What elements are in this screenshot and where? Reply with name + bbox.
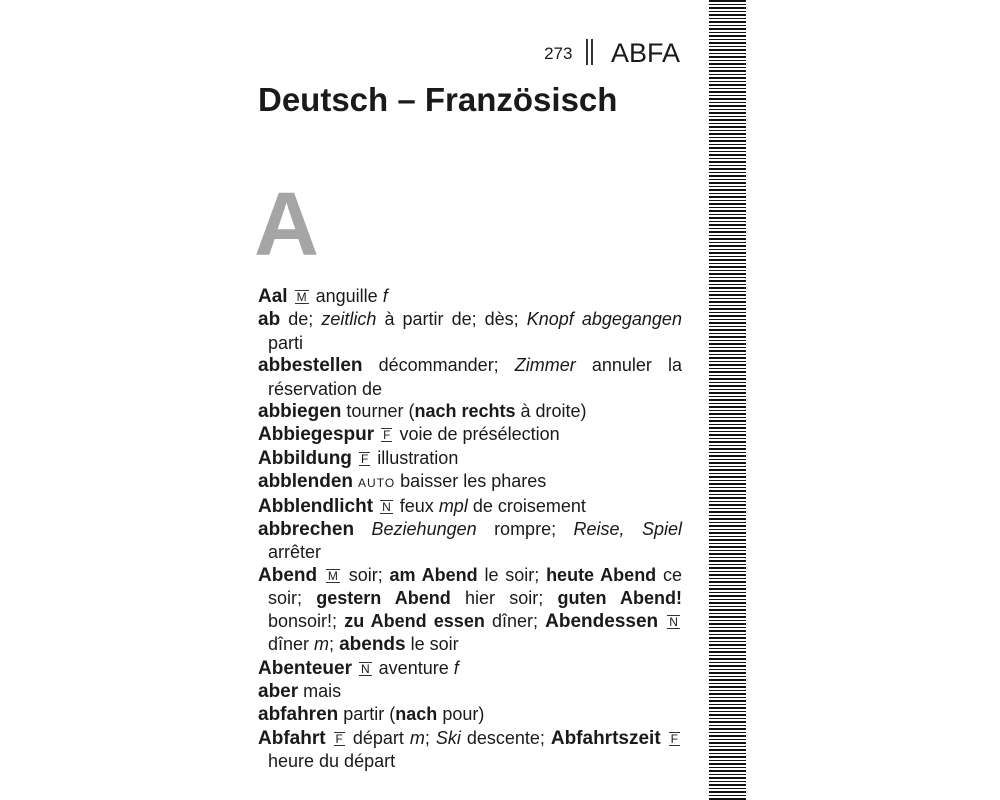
translation: bonsoir!; bbox=[268, 610, 338, 631]
dictionary-entry bbox=[258, 423, 682, 446]
gender-tag: N bbox=[360, 661, 370, 676]
context-note: Zimmer bbox=[514, 355, 576, 376]
guide-word: ABFA bbox=[610, 38, 680, 68]
dictionary-entry bbox=[258, 727, 682, 773]
dictionary-entry bbox=[258, 564, 682, 657]
headword: Abend bbox=[258, 564, 318, 586]
headword: abbestellen bbox=[258, 355, 363, 377]
dictionary-entry bbox=[258, 308, 682, 354]
phrase: guten Abend! bbox=[557, 588, 682, 609]
context-note: Ski bbox=[435, 727, 461, 748]
grammar-note: f bbox=[453, 657, 459, 678]
translation: décommander; bbox=[378, 355, 499, 376]
translation: arrêter bbox=[268, 542, 322, 563]
punctuation: ; bbox=[424, 727, 430, 748]
gender-tag: F bbox=[360, 451, 369, 466]
translation: mais bbox=[303, 680, 342, 701]
headword: Abendessen bbox=[545, 610, 659, 632]
dictionary-entry bbox=[258, 657, 682, 680]
page-number: 273 bbox=[544, 44, 573, 63]
translation: heure du départ bbox=[268, 751, 396, 772]
translation: départ bbox=[352, 727, 404, 748]
dictionary-entries bbox=[258, 285, 682, 773]
phrase: nach bbox=[395, 704, 438, 725]
translation: partir ( bbox=[343, 704, 396, 725]
translation: à droite) bbox=[520, 401, 587, 422]
domain-label: AUTO bbox=[358, 476, 396, 491]
context-note: Reise, Spiel bbox=[573, 519, 682, 540]
translation: hier soir; bbox=[465, 588, 544, 609]
headword: Aal bbox=[258, 286, 288, 307]
dictionary-entry bbox=[258, 400, 682, 423]
headword: Abfahrt bbox=[258, 727, 326, 749]
headword: Abbiegespur bbox=[258, 424, 375, 446]
translation: aventure bbox=[378, 657, 449, 678]
phrase: heute Abend bbox=[546, 564, 657, 585]
dictionary-entry bbox=[258, 447, 682, 470]
context-note: Beziehungen bbox=[371, 519, 477, 540]
dictionary-entry bbox=[258, 470, 682, 494]
headword: abends bbox=[339, 634, 406, 656]
grammar-note: m bbox=[409, 727, 425, 748]
translation: annuler la réservation de bbox=[268, 355, 682, 399]
context-note: zeitlich bbox=[321, 309, 377, 330]
translation: illustration bbox=[377, 447, 459, 468]
translation: le soir; bbox=[484, 564, 540, 585]
headword: Abenteuer bbox=[258, 657, 352, 679]
translation: dîner; bbox=[491, 610, 538, 631]
translation: dîner bbox=[268, 634, 310, 655]
translation: de croisement bbox=[472, 495, 586, 516]
grammar-note: f bbox=[382, 286, 388, 306]
headword: Abfahrtszeit bbox=[550, 727, 661, 749]
headword: Abblendlicht bbox=[258, 495, 374, 517]
translation: tourner ( bbox=[346, 401, 415, 422]
headword: abblenden bbox=[258, 471, 354, 493]
headword: abbrechen bbox=[258, 519, 355, 541]
dictionary-entry bbox=[258, 703, 682, 726]
punctuation: ; bbox=[329, 634, 335, 655]
dictionary-entry bbox=[258, 354, 682, 400]
grammar-note: mpl bbox=[438, 495, 468, 516]
phrase: gestern Abend bbox=[316, 588, 451, 609]
gender-tag: F bbox=[383, 428, 391, 443]
translation: rompre; bbox=[494, 519, 557, 540]
gender-tag: N bbox=[669, 614, 678, 629]
translation: parti bbox=[268, 332, 304, 353]
dictionary-entry bbox=[258, 495, 682, 518]
gender-tag: N bbox=[382, 499, 391, 514]
gender-tag: M bbox=[296, 290, 307, 304]
translation: le soir bbox=[410, 634, 459, 655]
phrase: zu Abend essen bbox=[344, 610, 485, 631]
dictionary-entry bbox=[258, 285, 682, 308]
dictionary-entry bbox=[258, 518, 682, 564]
gender-tag: M bbox=[327, 568, 338, 583]
translation: soir; bbox=[348, 564, 383, 585]
translation: baisser les phares bbox=[400, 471, 547, 492]
headword: abfahren bbox=[258, 704, 339, 726]
translation: voie de présélection bbox=[399, 424, 560, 445]
grammar-note: m bbox=[314, 634, 330, 655]
translation: ce soir; bbox=[268, 564, 682, 609]
translation: à partir de; dès; bbox=[384, 309, 519, 330]
gender-tag: F bbox=[670, 731, 678, 746]
translation: descente; bbox=[466, 727, 545, 748]
page-title: Deutsch – Französisch bbox=[258, 81, 618, 118]
thumb-index-barcode bbox=[709, 0, 746, 800]
translation: feux bbox=[399, 495, 434, 516]
divider bbox=[591, 39, 593, 65]
context-note: Knopf abgegangen bbox=[526, 309, 682, 330]
headword: Abbildung bbox=[258, 447, 352, 469]
headword: ab bbox=[258, 309, 281, 331]
gender-tag: F bbox=[335, 731, 343, 746]
dictionary-entry bbox=[258, 680, 682, 703]
headword: abbiegen bbox=[258, 401, 342, 423]
running-header bbox=[500, 38, 680, 69]
headword: aber bbox=[258, 680, 299, 702]
translation: de; bbox=[288, 309, 314, 330]
section-letter: A bbox=[254, 175, 319, 275]
translation: pour) bbox=[442, 704, 485, 725]
phrase: am Abend bbox=[389, 564, 478, 585]
divider bbox=[586, 39, 588, 65]
phrase: nach rechts bbox=[414, 401, 516, 422]
translation: anguille bbox=[315, 286, 378, 306]
